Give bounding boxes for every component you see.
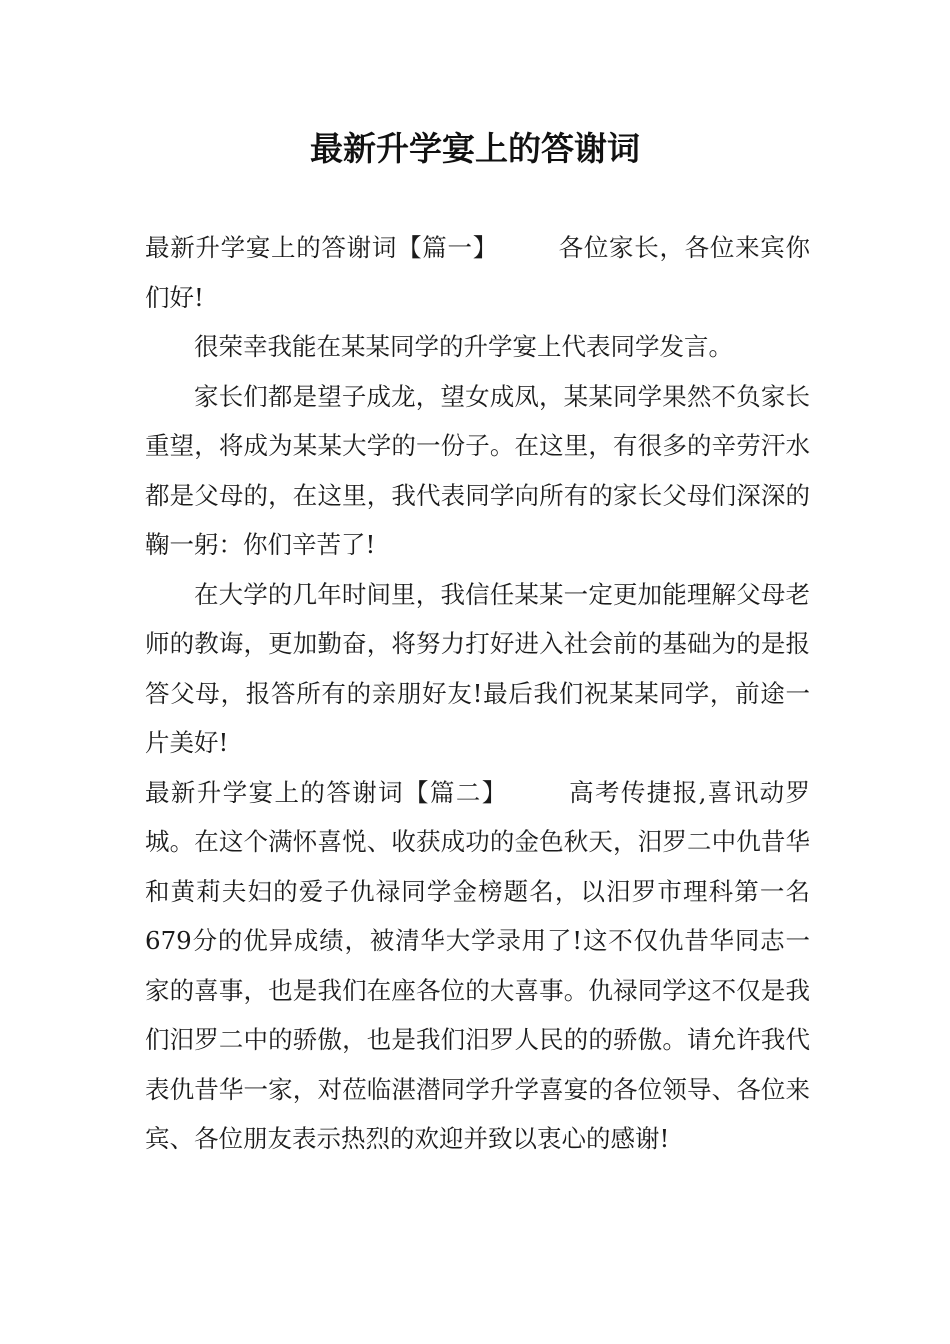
section-1-opening <box>145 223 810 322</box>
section-1-paragraph-3: 在大学的几年时间里，我信任某某一定更加能理解父母老师的教诲，更加勤奋，将努力打好进入社会前的基础为的是报答父母，报答所有的亲朋好友!最后我们祝某某同学，前途一片美好! <box>145 579 810 757</box>
document-body <box>145 223 810 1164</box>
section-1-paragraph-1: 很荣幸我能在某某同学的升学宴上代表同学发言。 <box>194 332 733 361</box>
section-2-heading: 最新升学宴上的答谢词【篇二】 <box>145 777 508 807</box>
section-2-text: 高考传捷报,喜讯动罗城。在这个满怀喜悦、收获成功的金色秋天，汨罗二中仇昔华和黄莉夫妇的爱子仇禄同学金榜题名，以汨罗市理科第一名679分的优异成绩，被清华大学录用了!这不仅仇昔华同志一家的喜事，也是我们在座各位的大喜事。仇禄同学这不仅是我们汨罗二中的骄傲，也是我们汨罗人民的的骄傲。请允许我代表仇昔华一家，对莅临湛潜同学升学喜宴的各位领导、各位来宾、各位朋友表示热烈的欢迎并致以衷心的感谢! <box>145 777 811 1153</box>
section-1-heading: 最新升学宴上的答谢词【篇一】 <box>145 233 498 262</box>
section-1-greeting: 各位家长，各位来宾你们好! <box>145 233 811 312</box>
document-title: 最新升学宴上的答谢词 <box>310 129 640 168</box>
section-1-paragraph-2: 家长们都是望子成龙，望女成凤，某某同学果然不负家长重望，将成为某某大学的一份子。在这里，有很多的辛劳汗水都是父母的，在这里，我代表同学向所有的家长父母们深深的鞠一躬：你们辛苦了! <box>145 381 810 559</box>
section-2-opening <box>145 768 810 1164</box>
